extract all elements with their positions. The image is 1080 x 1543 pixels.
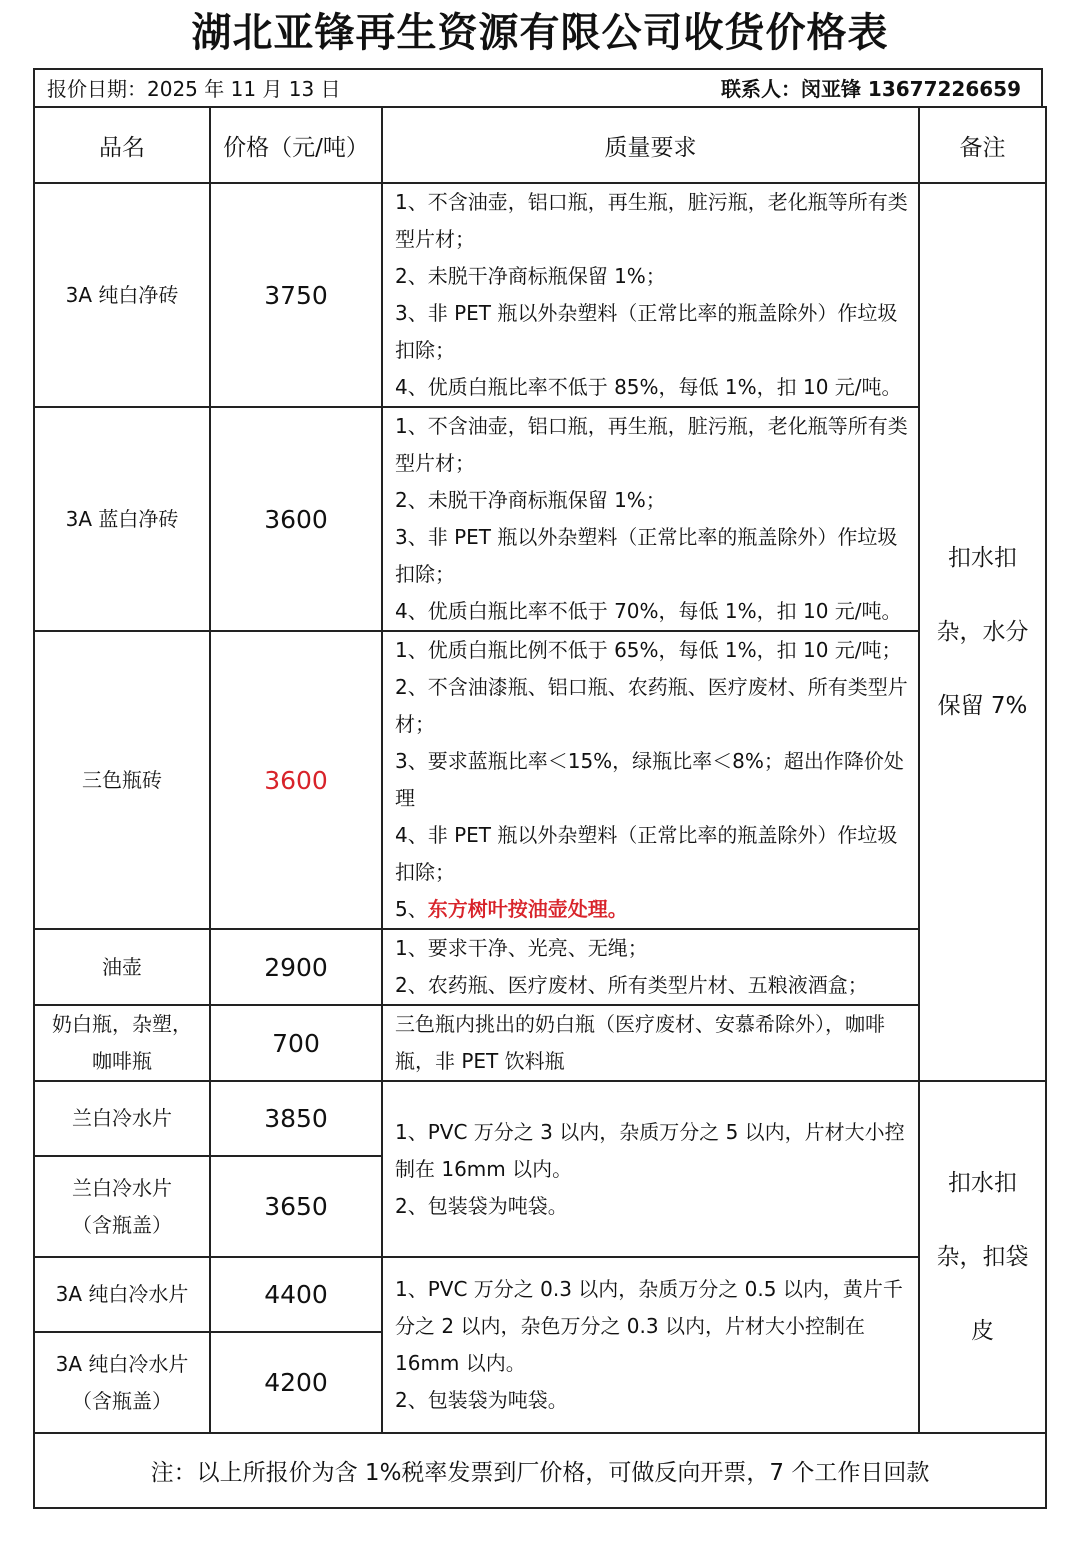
requirement-item: 三色瓶内挑出的奶白瓶（医疗废材、安慕希除外），咖啡瓶，非 PET 饮料瓶: [395, 1012, 885, 1073]
column-header: 备注: [919, 107, 1046, 183]
remark-water-deduction: 扣水扣杂，水分保留 7%: [919, 183, 1046, 1081]
product-price: 4400: [210, 1257, 382, 1332]
product-name: 油壶: [34, 929, 210, 1005]
product-name: 3A 纯白冷水片（含瓶盖）: [34, 1332, 210, 1433]
page-title: 湖北亚锋再生资源有限公司收货价格表: [191, 10, 889, 56]
product-price: 3850: [210, 1081, 382, 1156]
quality-requirements: [382, 1257, 919, 1433]
footnote-row: [34, 1433, 1046, 1508]
requirement-item: 4、非 PET 瓶以外杂塑料（正常比率的瓶盖除外）作垃圾扣除；: [395, 823, 898, 884]
requirement-item: 3、非 PET 瓶以外杂塑料（正常比率的瓶盖除外）作垃圾扣除；: [395, 301, 898, 362]
remark-bag-deduction: 扣水扣杂，扣袋皮: [919, 1081, 1046, 1433]
quality-requirements: [382, 407, 919, 631]
requirement-item: 1、PVC 万分之 3 以内，杂质万分之 5 以内，片材大小控制在 16mm 以内。: [395, 1119, 905, 1181]
requirement-prefix: 5、: [395, 897, 428, 921]
quality-requirements: [382, 183, 919, 407]
requirement-item: 4、优质白瓶比率不低于 85%，每低 1%，扣 10 元/吨。: [395, 375, 902, 399]
requirement-item: 2、农药瓶、医疗废材、所有类型片材、五粮液酒盒；: [395, 973, 868, 997]
column-header: 质量要求: [382, 107, 919, 183]
table-row: [34, 929, 1046, 1005]
table-row: [34, 1257, 1046, 1332]
quote-header: [33, 68, 1043, 106]
product-name: 3A 纯白冷水片: [34, 1257, 210, 1332]
requirement-item: 4、优质白瓶比率不低于 70%，每低 1%，扣 10 元/吨。: [395, 599, 902, 623]
product-price: 3600: [210, 407, 382, 631]
quality-requirements: [382, 929, 919, 1005]
requirement-highlight: 东方树叶按油壶处理。: [427, 897, 628, 921]
product-name: 兰白冷水片: [34, 1081, 210, 1156]
product-name: 3A 蓝白净砖: [34, 407, 210, 631]
table-row: [34, 1005, 1046, 1081]
requirement-item: 2、包装袋为吨袋。: [395, 1193, 568, 1218]
requirement-item: 2、未脱干净商标瓶保留 1%；: [395, 264, 666, 288]
table-row: [34, 1081, 1046, 1156]
requirement-item: 3、非 PET 瓶以外杂塑料（正常比率的瓶盖除外）作垃圾扣除；: [395, 525, 898, 586]
footnote: 注：以上所报价为含 1%税率发票到厂价格，可做反向开票，7 个工作日回款: [34, 1433, 1046, 1508]
column-header: 价格（元/吨）: [210, 107, 382, 183]
table-header-row: [34, 107, 1046, 183]
product-price: 2900: [210, 929, 382, 1005]
column-header: 品名: [34, 107, 210, 183]
product-name: 三色瓶砖: [34, 631, 210, 929]
contact-info: 联系人：闵亚锋 13677226659: [720, 77, 1021, 101]
product-name: 3A 纯白净砖: [34, 183, 210, 407]
quality-requirements: [382, 1081, 919, 1257]
quote-date: 报价日期：2025 年 11 月 13 日: [47, 77, 341, 101]
quality-requirements: [382, 1005, 919, 1081]
product-name: 兰白冷水片（含瓶盖）: [34, 1156, 210, 1257]
table-row: [34, 631, 1046, 929]
requirement-item: 1、不含油壶，铝口瓶，再生瓶，脏污瓶，老化瓶等所有类型片材；: [395, 190, 908, 251]
price-table: [33, 106, 1047, 1509]
requirement-item: 3、要求蓝瓶比率＜15%，绿瓶比率＜8%；超出作降价处理: [395, 749, 904, 810]
product-price: 3750: [210, 183, 382, 407]
requirement-item: 2、包装袋为吨袋。: [395, 1388, 568, 1412]
table-row: [34, 183, 1046, 407]
requirement-item: [395, 891, 908, 928]
product-price: 3650: [210, 1156, 382, 1257]
requirement-item: 1、优质白瓶比例不低于 65%，每低 1%，扣 10 元/吨；: [395, 638, 902, 662]
requirement-item: 1、PVC 万分之 0.3 以内，杂质万分之 0.5 以内，黄片千分之 2 以内，杂色万分之 0.3 以内，片材大小控制在 16mm 以内。: [395, 1277, 903, 1375]
product-price-highlighted: 3600: [210, 631, 382, 929]
quality-requirements: [382, 631, 919, 929]
requirement-item: 2、不含油漆瓶、铝口瓶、农药瓶、医疗废材、所有类型片材；: [395, 675, 908, 736]
product-price: 4200: [210, 1332, 382, 1433]
requirement-item: 1、不含油壶，铝口瓶，再生瓶，脏污瓶，老化瓶等所有类型片材；: [395, 414, 908, 475]
requirement-item: 2、未脱干净商标瓶保留 1%；: [395, 488, 666, 512]
product-price: 700: [210, 1005, 382, 1081]
table-row: [34, 407, 1046, 631]
product-name: 奶白瓶，杂塑，咖啡瓶: [34, 1005, 210, 1081]
requirement-item: 1、要求干净、光亮、无绳；: [395, 936, 648, 960]
